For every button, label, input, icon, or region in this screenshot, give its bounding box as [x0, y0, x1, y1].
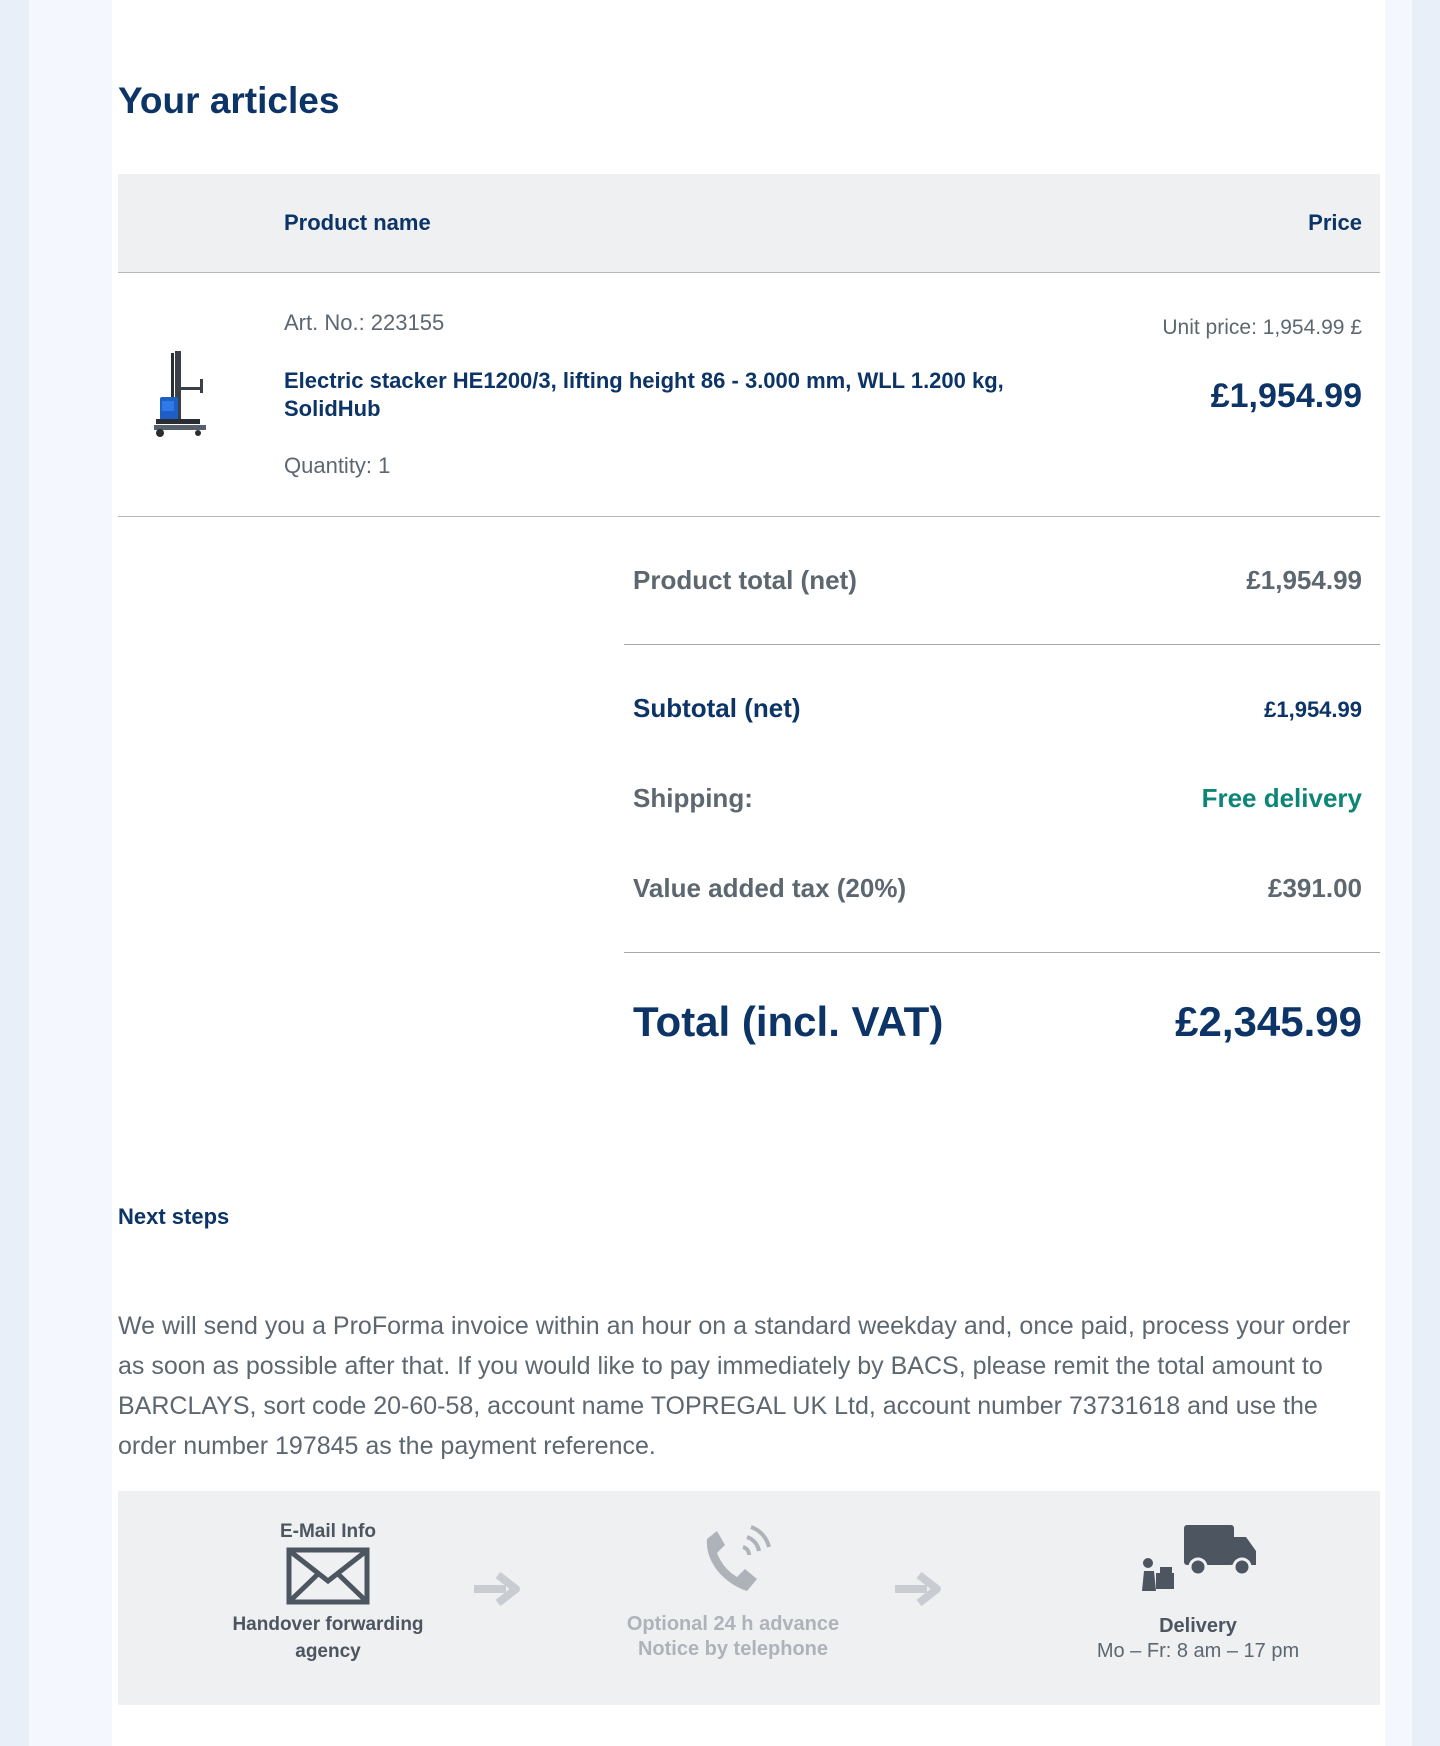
subtotal-value: £1,954.99 — [1264, 697, 1362, 722]
grand-total-label: Total (incl. VAT) — [633, 998, 944, 1045]
arrow-right-icon — [893, 1569, 943, 1609]
delivery-steps-banner — [118, 1491, 1380, 1705]
column-header-price: Price — [1308, 210, 1362, 235]
product-total-value: £1,954.99 — [1246, 565, 1362, 595]
step-email-caption-1: Handover forwarding — [232, 1614, 424, 1635]
step-phone-notice — [583, 1521, 883, 1662]
arrow-right-icon — [472, 1569, 522, 1609]
product-name-link[interactable]: Electric stacker HE1200/3, lifting height 86 - 3.000 mm, WLL 1.200 kg, SolidHub — [284, 368, 1004, 421]
step-phone-caption-1: Optional 24 h advance — [626, 1613, 840, 1635]
envelope-icon — [286, 1547, 370, 1605]
next-steps-title: Next steps — [118, 1204, 230, 1229]
step-email-info — [198, 1521, 458, 1664]
phone-icon — [693, 1521, 773, 1601]
step-delivery — [1038, 1521, 1358, 1664]
step-email-caption-2: agency — [295, 1641, 361, 1662]
divider — [624, 644, 1380, 645]
subtotal-label: Subtotal (net) — [633, 693, 801, 723]
truck-icon — [1138, 1521, 1258, 1603]
next-steps-text: We will send you a ProForma invoice within an hour on a standard weekday and, once paid, process your order as soon as possible after that. If you would like to pay immediately by BACS, please remit the total amount to BARCLAYS, sort code 20-60-58, account name TOPREGAL UK Ltd, account number 73731618 and use the order number 197845 as the payment reference. — [118, 1312, 1351, 1460]
table-header — [118, 174, 1380, 273]
vat-label: Value added tax (20%) — [633, 873, 907, 903]
divider — [624, 952, 1380, 953]
table-row — [118, 273, 1380, 517]
email-card — [112, 0, 1385, 1746]
line-price: £1,954.99 — [1210, 377, 1362, 415]
page-background — [29, 0, 1412, 1746]
step-delivery-caption-2: Mo – Fr: 8 am – 17 pm — [1096, 1640, 1300, 1662]
column-header-product-name: Product name — [284, 210, 431, 235]
step-phone-caption-2: Notice by telephone — [637, 1638, 829, 1660]
unit-price: Unit price: 1,954.99 £ — [1162, 316, 1362, 339]
section-title: Your articles — [118, 80, 340, 121]
article-number: Art. No.: 223155 — [284, 310, 445, 335]
product-total-label: Product total (net) — [633, 565, 857, 595]
grand-total-value: £2,345.99 — [1175, 998, 1362, 1045]
step-delivery-caption-1: Delivery — [1159, 1615, 1237, 1637]
step-email-tag: E-Mail Info — [279, 1521, 377, 1542]
shipping-label: Shipping: — [633, 783, 753, 813]
vat-value: £391.00 — [1268, 873, 1362, 903]
product-image[interactable] — [148, 349, 212, 443]
quantity: Quantity: 1 — [284, 453, 391, 478]
shipping-value: Free delivery — [1201, 783, 1362, 813]
